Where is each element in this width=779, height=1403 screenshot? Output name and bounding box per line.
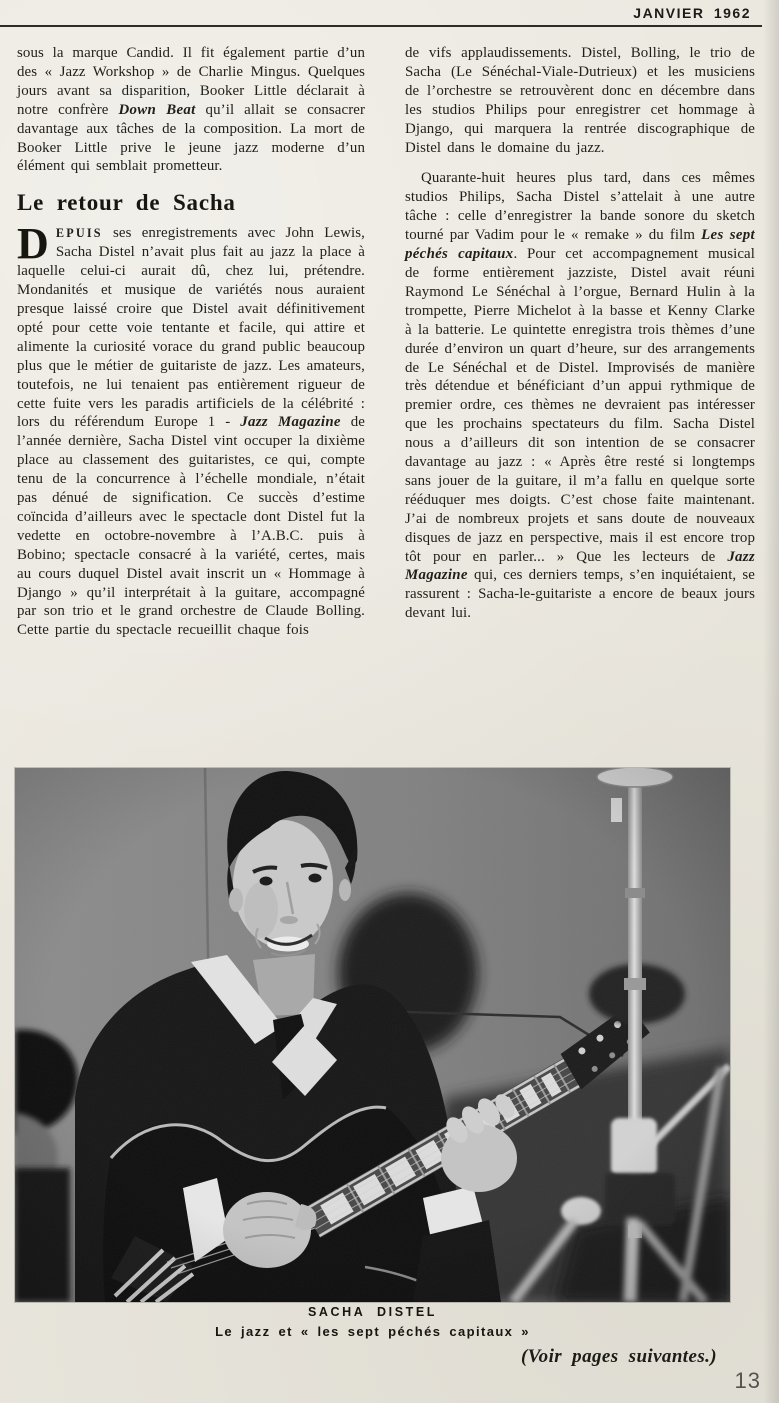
vignette	[15, 768, 730, 1302]
paragraph-booker-little	[17, 44, 365, 176]
caption-title: SACHA DISTEL	[307, 1305, 438, 1319]
title-down-beat: Down Beat	[118, 101, 196, 118]
left-column	[17, 44, 365, 640]
photo-sacha-distel	[15, 768, 730, 1302]
photo-caption	[15, 1305, 730, 1339]
paragraph-quarante-huit	[405, 169, 755, 623]
paragraph-applaudissements: de vifs applaudissements. Distel, Bolling, le trio de Sacha (Le Sénéchal-Viale-Dutrieux) et les musiciens de l’orchestre se retrouvèrent donc en décembre dans les studios Philips pour enregistrer cet hommage à Django, qui marquera la rentrée discographique de Distel dans le domaine du jazz.	[405, 45, 755, 156]
text-run: Quarante-huit heures plus tard, dans ces mêmes studios Philips, Sacha Distel s’attelait à une autre tâche : celle d’enregistrer la bande sonore du sketch tourné par Vadim pour le « remake » du film	[405, 170, 755, 244]
paragraph-depuis	[17, 219, 365, 640]
title-jazz-magazine: Jazz Magazine	[240, 414, 341, 431]
title-jazz-magazine: Jazz Magazine	[405, 548, 755, 584]
text-run: qu’il allait se consacrer davantage aux tâches de la composition. La mort de Booker Little prive le jeune jazz moderne d’un élément qui semblait prometteur.	[17, 101, 366, 175]
title-sept-peches: Les sept péchés capitaux	[405, 227, 755, 263]
text-run: qui, ces derniers temps, s’en inquiétaient, se rassurent : Sacha-le-guitariste a encore de beaux jours devant lui.	[405, 567, 755, 622]
issue-date: JANVIER 1962	[633, 5, 751, 21]
dropcap: D	[17, 219, 49, 269]
section-heading: Le retour de Sacha	[17, 190, 236, 216]
text-run: . Pour cet accompagnement musical de forme entièrement jazziste, Distel avait réuni Raymond Le Sénéchal à l’orgue, Bernard Hulin à la trompette, Pierre Michelot à la basse et Kenny Clarke à la batterie. Le quintette enregistra trois thèmes d’une durée d’environ un quart d’heure, sur des arrangements de Le Sénéchal et de Distel. Improvisés de manière très détendue et bénéficiant d’un appui rythmique de premier ordre, ces thèmes ne devraient pas intéresser que les prochains spectateurs du film. Sacha Distel nous a d’ailleurs dit son intention de se consacrer davantage au jazz : « Après être resté si longtemps sans jouer de la guitare, il m’a fallu en quelque sorte rééduquer mes doigts. C’est chose faite maintenant. J’ai de nombreux projets et sans doute de nouveaux disques de jazz en perspective, mais il est encore trop tôt pour en parler... » Que les lecteurs de	[405, 246, 755, 565]
right-column	[405, 44, 755, 623]
text-run: sous la marque Candid. Il fit également partie d’un des « Jazz Workshop » de Charlie Mingus. Quelques jours avant sa disparition, Booker Little déclarait à notre confrère	[17, 45, 365, 118]
text-run: ses enregistrements avec John Lewis, Sacha Distel n’avait plus fait au jazz la place à laquelle celui-ci aurait dû, chez lui, prétendre. Mondanités et musique de variétés nous auraient presque laissé croire que Distel avait définitivement opté pour cette voie tentante et facile, qui attire et alimente la curiosité vorace du grand public beaucoup plus que le métier de guitariste de jazz. Les amateurs, toutefois, ne lui tenaient pas entièrement rigueur de cette fuite vers les paradis artificiels de la célébrité : lors du référendum Europe 1 -	[17, 225, 365, 431]
see-next-note: (Voir pages suivantes.)	[520, 1346, 717, 1367]
smallcaps-lead: EPUIS	[55, 226, 103, 241]
caption-subtitle: Le jazz et « les sept péchés capitaux »	[215, 1324, 530, 1339]
header-rule	[0, 25, 762, 27]
photo-illustration	[15, 768, 730, 1302]
text-run: de l’année dernière, Sacha Distel vint occuper la dixième place au classement des guitaristes, ce qui, compte tenu de la concurrence à l’échelle mondiale, n’était pas dénué de signification. Ce succès d’estime coïncida d’ailleurs avec le spectacle dont Distel fut la vedette en octobre-novembre à l’A.B.C. puis à Bobino; spectacle consacré à la variété, certes, mais au cours duquel Distel avait inscrit un « Hommage à Django » qu’il interprétait à la guitare, accompagné par son trio et le grand orchestre de Claude Bolling. Cette partie du spectacle recueillit chaque fois	[17, 414, 365, 639]
page-number: 13	[734, 1368, 761, 1393]
